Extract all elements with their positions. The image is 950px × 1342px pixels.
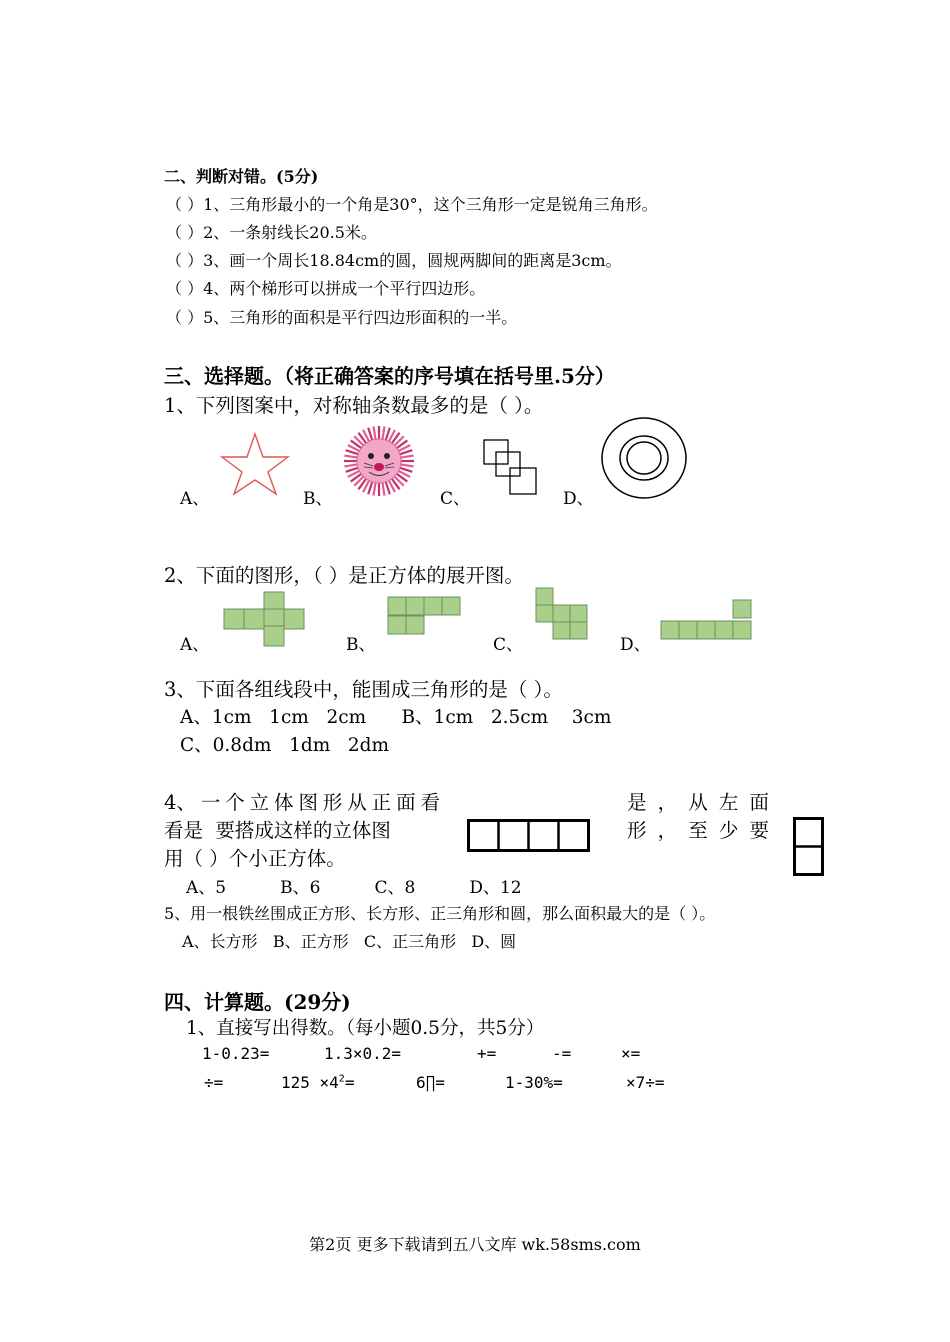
q4-line1-right: 是 ， 从 左 面 xyxy=(627,791,769,814)
judge-item-5: （ ）5、三角形的面积是平行四边形面积的一半。 xyxy=(166,308,518,327)
calc-8: 6∏= xyxy=(416,1073,445,1092)
section4-title: 四、计算题。(29分) xyxy=(164,990,351,1014)
net-b-cell xyxy=(406,597,424,615)
net-b-cell xyxy=(388,597,406,615)
net-d-cell xyxy=(715,621,733,639)
q1-option-b: B、 xyxy=(303,489,333,509)
q5-text: 5、用一根铁丝围成正方形、长方形、正三角形和圆，那么面积最大的是（ ）。 xyxy=(164,904,716,923)
net-d-cell xyxy=(733,621,751,639)
q4-line2-left: 看是 要搭成这样的立体图 xyxy=(164,819,391,842)
calc-1: 1-0.23= xyxy=(202,1044,270,1063)
q5-options: A、长方形 B、正方形 C、正三角形 D、圆 xyxy=(182,932,517,951)
calc-7: $125 \times 4^2=$ xyxy=(281,1073,355,1092)
net-b-cell xyxy=(424,597,442,615)
net-a-cell xyxy=(224,609,244,629)
q3-options-line2: C、0.8dm 1dm 2dm xyxy=(180,735,390,756)
q4-options: A、5 B、6 C、8 D、12 xyxy=(186,878,522,898)
q4-line1-left: 4、 一 个 立 体 图 形 从 正 面 看 xyxy=(164,791,440,814)
calc-5: ×= xyxy=(621,1044,641,1063)
left-view-figure xyxy=(793,817,825,877)
q3-options-line1: A、1cm 1cm 2cm B、1cm 2.5cm 3cm xyxy=(180,707,612,728)
net-c-cell xyxy=(570,605,587,622)
q1-text: 1、下列图案中，对称轴条数最多的是（ ）。 xyxy=(164,394,544,417)
calc-4: -= xyxy=(552,1044,572,1063)
q2-option-b: B、 xyxy=(346,635,376,655)
net-c-cell xyxy=(536,605,553,622)
calc-3: += xyxy=(477,1044,497,1063)
judge-item-4: （ ）4、两个梯形可以拼成一个平行四边形。 xyxy=(166,279,486,298)
q3-text: 3、下面各组线段中，能围成三角形的是（ ）。 xyxy=(164,678,563,701)
net-c-cell xyxy=(536,588,553,605)
calc-10: ×7÷= xyxy=(626,1073,665,1092)
net-a-cell xyxy=(284,609,304,629)
calc-q1-text: 1、直接写出得数。（每小题0.5分，共5分） xyxy=(186,1018,545,1039)
judge-item-3: （ ）3、画一个周长18.84cm的圆，圆规两脚间的距离是3cm。 xyxy=(166,251,622,270)
page-footer: 第2页 更多下载请到五八文库 wk.58sms.com xyxy=(309,1235,641,1254)
net-b-cell xyxy=(388,616,406,634)
net-c-cell xyxy=(570,622,587,639)
net-b-cell xyxy=(442,597,460,615)
net-c-cell xyxy=(553,622,570,639)
net-d-cell xyxy=(661,621,679,639)
net-d-cell xyxy=(733,600,751,618)
q2-option-c: C、 xyxy=(493,635,524,655)
net-d-cell xyxy=(679,621,697,639)
calc-6: ÷= xyxy=(204,1073,224,1092)
net-c-cell xyxy=(553,605,570,622)
net-a-cell xyxy=(244,609,264,629)
calc-9: 1-30%= xyxy=(505,1073,563,1092)
net-d-cell xyxy=(697,621,715,639)
q1-option-d: D、 xyxy=(563,489,594,509)
section3-title: 三、选择题。（将正确答案的序号填在括号里.5分） xyxy=(164,364,615,388)
q4-line2-right: 形 ， 至 少 要 xyxy=(627,819,769,842)
q2-option-a: A、 xyxy=(180,635,210,655)
q1-option-a: A、 xyxy=(180,489,210,509)
net-b-cell xyxy=(406,616,424,634)
calc-2: 1.3×0.2= xyxy=(324,1044,402,1063)
q4-line3-left: 用（ ）个小正方体。 xyxy=(164,847,346,870)
judge-item-2: （ ）2、一条射线长20.5米。 xyxy=(166,223,377,242)
net-a-cell xyxy=(264,626,284,646)
q1-option-c: C、 xyxy=(440,489,471,509)
section2-title: 二、判断对错。(5分) xyxy=(164,167,319,186)
front-view-figure xyxy=(467,819,591,853)
q2-text: 2、下面的图形，（ ）是正方体的展开图。 xyxy=(164,564,524,587)
q2-option-d: D、 xyxy=(620,635,651,655)
judge-item-1: （ ）1、三角形最小的一个角是30°，这个三角形一定是锐角三角形。 xyxy=(166,195,658,214)
